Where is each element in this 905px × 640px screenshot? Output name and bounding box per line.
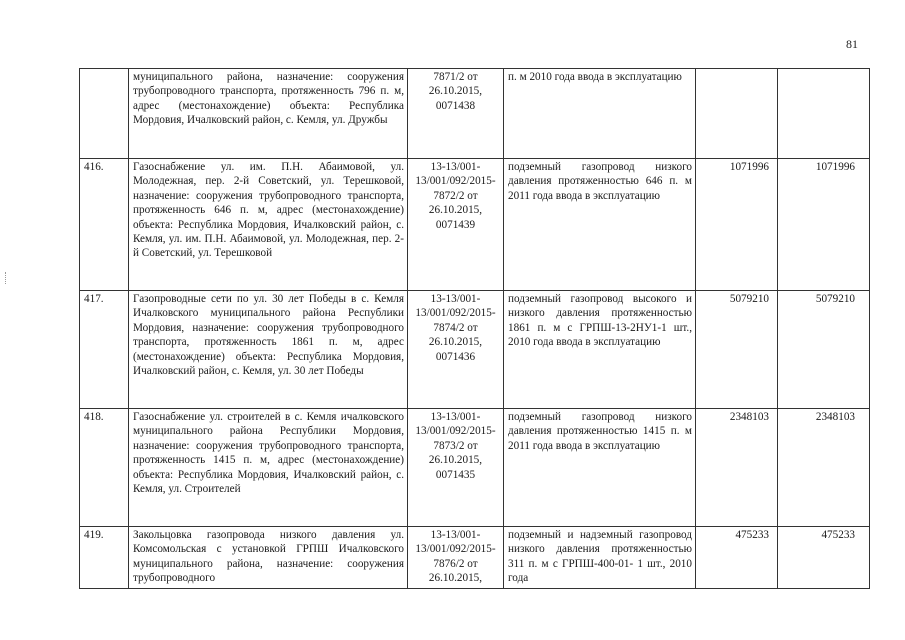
registration-document-cell: 13-13/001-13/001/092/2015-7873/2 от 26.10.2015, 0071435 — [408, 409, 504, 527]
property-registry-table — [79, 68, 870, 589]
row-number-cell: 417. — [80, 291, 129, 409]
table-row — [80, 527, 870, 589]
value-cell-2: 2348103 — [778, 409, 870, 527]
value-cell-1: 5079210 — [696, 291, 778, 409]
value-cell-1 — [696, 527, 778, 589]
value-cell-2 — [778, 69, 870, 159]
table-row — [80, 409, 870, 527]
value-text-2: 475233 — [821, 529, 855, 541]
registration-document-cell: 13-13/001-13/001/092/2015-7874/2 от 26.10.2015, 0071436 — [408, 291, 504, 409]
characteristics-cell: п. м 2010 года ввода в эксплуатацию — [504, 69, 696, 159]
table-row — [80, 291, 870, 409]
value-cell-1 — [696, 69, 778, 159]
characteristics-cell: подземный газопровод низкого давления протяженностью 646 п. м 2011 года ввода в эксплуатацию — [504, 159, 696, 291]
table-row — [80, 159, 870, 291]
value-cell-2: 1071996 — [778, 159, 870, 291]
registration-document-text: 13-13/001-13/001/092/2015-7876/2 от 26.10.2015, — [415, 529, 496, 585]
value-cell-1: 2348103 — [696, 409, 778, 527]
margin-scan-mark — [5, 272, 9, 284]
object-description-cell: Газопроводные сети по ул. 30 лет Победы в с. Кемля Ичалковского муниципального района Республики Мордовия, назначение: сооружения трубопроводного транспорта, протяженность 1861 п. м, адрес (местонахождение) объекта: Республика Мордовия, Ичалковский район, с. Кемля, ул. 30 лет Победы — [129, 291, 408, 409]
registration-document-cell: 7871/2 от 26.10.2015, 0071438 — [408, 69, 504, 159]
object-description-text: Закольцовка газопровода низкого давления ул. Комсомольская с установкой ГРПШ Ичалковского муниципального района, назначение: сооружения трубопроводного — [133, 529, 404, 585]
value-text-1: 475233 — [735, 529, 769, 541]
registration-document-cell — [408, 527, 504, 589]
object-description-cell — [129, 527, 408, 589]
value-cell-2 — [778, 527, 870, 589]
page-number: 81 — [846, 37, 858, 51]
characteristics-text: подземный и надземный газопровод низкого давления протяженностью 311 п. м с ГРПШ-400-01- 1 шт., 2010 года — [508, 529, 692, 585]
object-description-cell: Газоснабжение ул. строителей в с. Кемля ичалковского муниципального района Республики Мордовия, назначение: сооружения трубопроводного транспорта, протяженность 1415 п. м, адрес (местонахождение) объекта: Республика Мордовия, Ичалковский район, с. Кемля, ул. Строителей — [129, 409, 408, 527]
object-description-cell: Газоснабжение ул. им. П.Н. Абаимовой, ул. Молодежная, пер. 2-й Советский, ул. Терешковой, назначение: сооружения трубопроводного транспорта, протяженность 646 п. м, адрес (местонахождение) объекта: Республика Мордовия, Ичалковский район, с. Кемля, ул. им. П.Н. Абаимовой, ул. Молодежная, пер. 2-й Советский, ул. Терешковой — [129, 159, 408, 291]
characteristics-cell: подземный газопровод высокого и низкого давления протяженностью 1861 п. м с ГРПШ-13-2НУ1-1 шт., 2010 года ввода в эксплуатацию — [504, 291, 696, 409]
characteristics-cell — [504, 527, 696, 589]
row-number-cell: 418. — [80, 409, 129, 527]
row-number-cell — [80, 69, 129, 159]
object-description-cell: муниципального района, назначение: сооружения трубопроводного транспорта, протяженность 796 п. м, адрес (местонахождение) объекта: Республика Мордовия, Ичалковский район, с. Кемля, ул. Дружбы — [129, 69, 408, 159]
characteristics-cell: подземный газопровод низкого давления протяженностью 1415 п. м 2011 года ввода в эксплуатацию — [504, 409, 696, 527]
row-number-text: 419. — [84, 529, 104, 541]
row-number-cell — [80, 527, 129, 589]
row-number-cell: 416. — [80, 159, 129, 291]
table-row — [80, 69, 870, 159]
value-cell-1: 1071996 — [696, 159, 778, 291]
value-cell-2: 5079210 — [778, 291, 870, 409]
registration-document-cell: 13-13/001-13/001/092/2015-7872/2 от 26.10.2015, 0071439 — [408, 159, 504, 291]
